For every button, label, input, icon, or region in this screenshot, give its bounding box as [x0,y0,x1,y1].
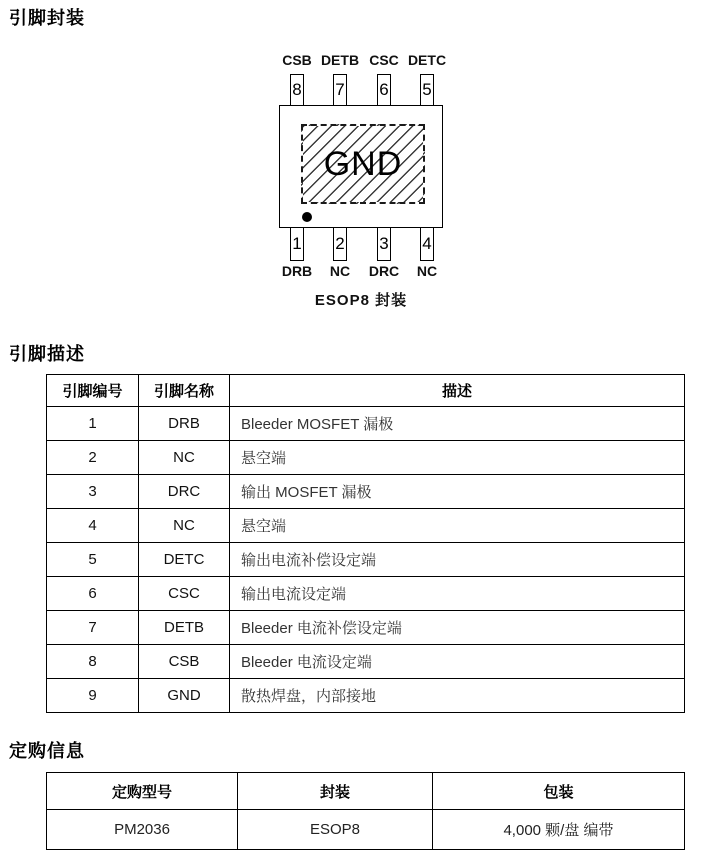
pin-name-cell: CSC [139,577,230,611]
pin-number-cell: 5 [47,543,139,577]
pin-name-label-csb: CSB [282,52,312,68]
pin-description-cell: 输出电流设定端 [230,577,685,611]
col-header-order-model: 定购型号 [47,773,238,810]
pin-name-label-drb: DRB [281,263,313,279]
pin-table-row [47,611,685,645]
pin-4 [420,227,434,261]
pin-description-cell: 散热焊盘，内部接地 [230,679,685,713]
pin-number: 8 [292,80,302,99]
pin-table-row [47,679,685,713]
pin-5 [420,74,434,106]
pin-table-header-row [47,375,685,407]
pin-number-cell: 4 [47,509,139,543]
pin-name-cell: DETB [139,611,230,645]
pin-3 [377,227,391,261]
pin-name-label-csc: CSC [369,52,399,68]
pin-name-cell: NC [139,441,230,475]
col-header-package: 封装 [238,773,433,810]
col-header-pin-name: 引脚名称 [139,375,230,407]
pin-name-cell: NC [139,509,230,543]
ordering-info-table [46,772,685,850]
pin-name-cell: DRC [139,475,230,509]
pin-number-cell: 8 [47,645,139,679]
pin-number: 7 [335,80,345,99]
pin-8 [290,74,304,106]
pin-table-row [47,577,685,611]
pin-name-label-nc4: NC [416,263,438,279]
pin-description-table [46,374,685,713]
pin1-marker-dot [302,212,312,222]
order-model-cell: PM2036 [47,810,238,850]
pin-number-cell: 1 [47,407,139,441]
pin-table-row [47,475,685,509]
col-header-pin-number: 引脚编号 [47,375,139,407]
pin-number: 1 [292,234,302,253]
pin-number: 3 [379,234,389,253]
pin-name-label-drc: DRC [368,263,400,279]
order-table-header-row [47,773,685,810]
pin-name-cell: CSB [139,645,230,679]
package-caption: ESOP8 封装 [314,292,408,309]
pin-table-row [47,543,685,577]
section-title-ordering-info: 定购信息 [9,741,85,761]
order-table-row [47,810,685,850]
pin-description-cell: 悬空端 [230,441,685,475]
pin-description-cell: Bleeder 电流补偿设定端 [230,611,685,645]
section-title-pin-package: 引脚封装 [9,8,85,28]
pin-description-cell: 输出 MOSFET 漏极 [230,475,685,509]
pin-name-label-detc: DETC [407,52,447,68]
pin-1 [290,227,304,261]
pin-number: 5 [422,80,432,99]
gnd-thermal-pad [301,124,425,204]
pin-table-row [47,441,685,475]
pin-name-label-nc2: NC [329,263,351,279]
pin-number-cell: 7 [47,611,139,645]
pin-2 [333,227,347,261]
pin-name-cell: GND [139,679,230,713]
col-header-packing: 包装 [433,773,685,810]
gnd-label: GND [323,145,403,183]
pin-description-cell: Bleeder MOSFET 漏极 [230,407,685,441]
pin-number-cell: 2 [47,441,139,475]
pin-table-row [47,645,685,679]
pin-table-row [47,407,685,441]
col-header-description: 描述 [230,375,685,407]
pin-number: 2 [335,234,345,253]
pin-name-cell: DRB [139,407,230,441]
pin-number: 6 [379,80,389,99]
pin-6 [377,74,391,106]
order-packing-cell: 4,000 颗/盘 编带 [433,810,685,850]
pin-number-cell: 3 [47,475,139,509]
pin-name-label-detb: DETB [320,52,360,68]
pin-table-row [47,509,685,543]
pin-number-cell: 6 [47,577,139,611]
pin-description-cell: 输出电流补偿设定端 [230,543,685,577]
pin-description-cell: 悬空端 [230,509,685,543]
pin-number: 4 [422,234,432,253]
pin-name-cell: DETC [139,543,230,577]
pin-number-cell: 9 [47,679,139,713]
order-package-cell: ESOP8 [238,810,433,850]
pin-7 [333,74,347,106]
section-title-pin-description: 引脚描述 [9,344,85,364]
pin-description-cell: Bleeder 电流设定端 [230,645,685,679]
esop8-package-diagram [0,0,709,330]
